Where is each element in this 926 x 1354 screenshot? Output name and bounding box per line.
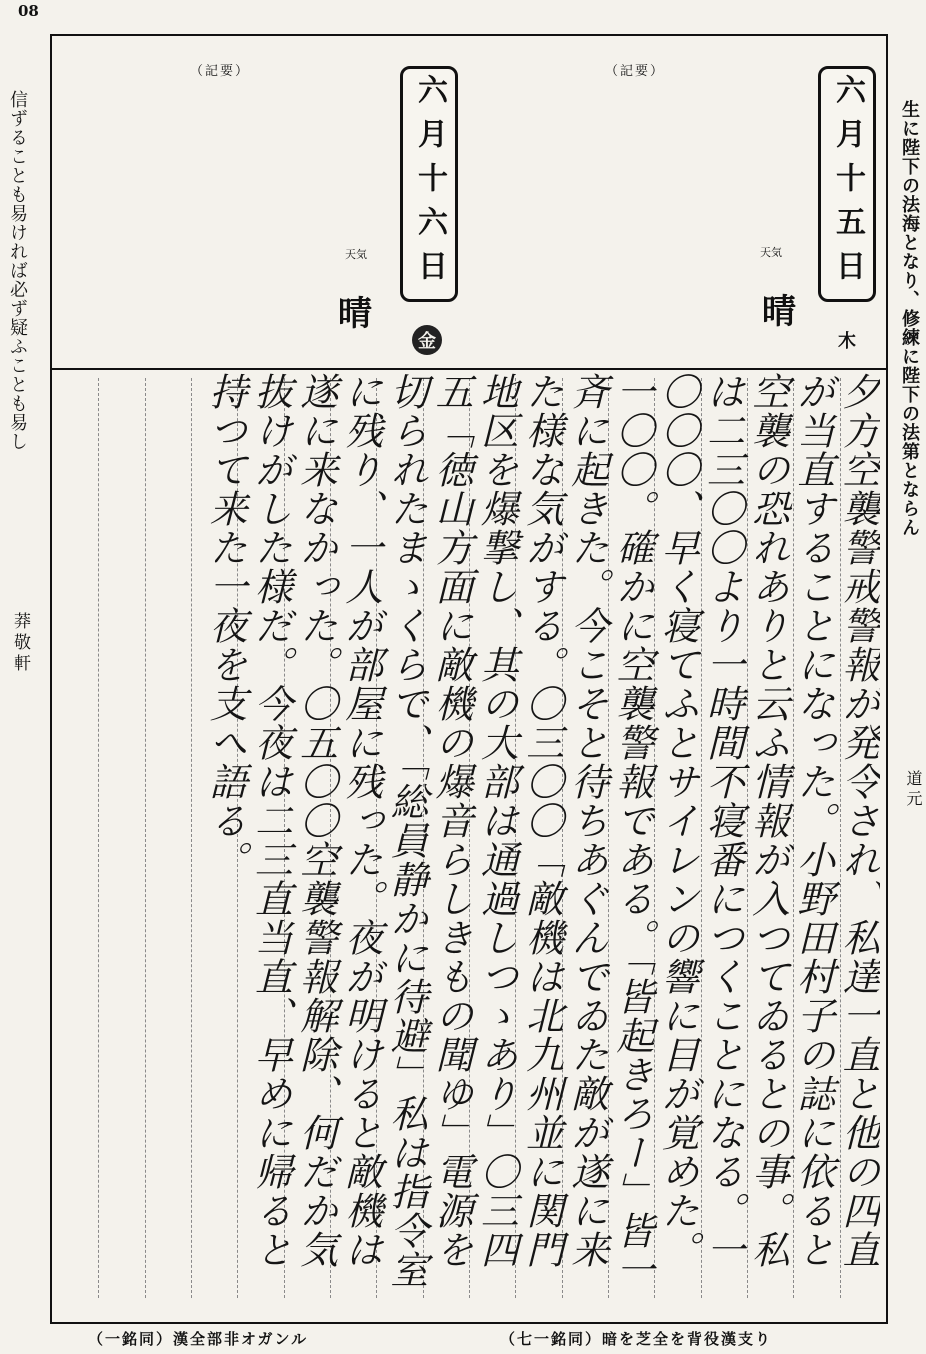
header-label-right: （記要） — [605, 64, 666, 79]
header-label-left: （記要） — [190, 64, 251, 79]
weather-value-right: 晴 — [762, 292, 796, 332]
weekday-mark-left: 金 — [412, 325, 442, 355]
margin-quote-left-author: 莽敬軒 — [10, 612, 30, 675]
footer-text-left: （一銘同）漢全部非オガンル — [88, 1330, 309, 1348]
date-left: 六月十六日 — [412, 74, 447, 294]
margin-quote-right: 生に陛下の法海となり、修練に陛下の法第とならん — [899, 100, 920, 537]
margin-quote-right-author: 道元 — [904, 770, 923, 810]
weather-label-left: 天気 — [345, 248, 367, 261]
weather-label-right: 天気 — [760, 246, 782, 259]
date-box-right — [818, 66, 876, 302]
weekday-mark-right: 木 — [838, 331, 856, 352]
diary-handwritten-text: 夕方空襲警戒警報が発令され、私達一直と他の四直が当直することになった。小野田村子の誌に依ると空襲の恐れありと云ふ情報が入つてゐるとの事。私は二三〇〇より一時間不寝番につくことになる。一〇〇〇、早く寝てふとサイレンの響に目が覚めた。一〇〇。確かに空襲警報である。「皆起きろー」皆一斉に起きた。今こそと待ちあぐんでゐた敵が遂に来た様な気がする。〇三〇〇「敵機は北九州並に関門地区を爆撃し、其の大部は通過しつゝあり」〇三四五「徳山方面に敵機の爆音らしきもの聞ゆ」電源を切られたまゝくらで、「総員静かに待避」私は指令室に残り、一人が部屋に残った。夜が明けると敵機は遂に来なかった。〇五〇〇空襲警報解除、何だか気抜けがした様だ。今夜は二三直当直、早めに帰ると持つて来た一夜を支へ語る。 — [203, 372, 880, 1289]
header-divider — [52, 368, 886, 370]
footer-text-right: （七一銘同）暗を芝全を背役漢支り — [500, 1330, 773, 1348]
weather-value-left: 晴 — [338, 294, 372, 334]
margin-quote-left: 信ずることも易ければ必ず疑ふことも易し — [7, 90, 28, 451]
date-box-left — [400, 66, 458, 302]
date-right: 六月十五日 — [830, 74, 865, 294]
page-number: 08 — [18, 2, 39, 20]
